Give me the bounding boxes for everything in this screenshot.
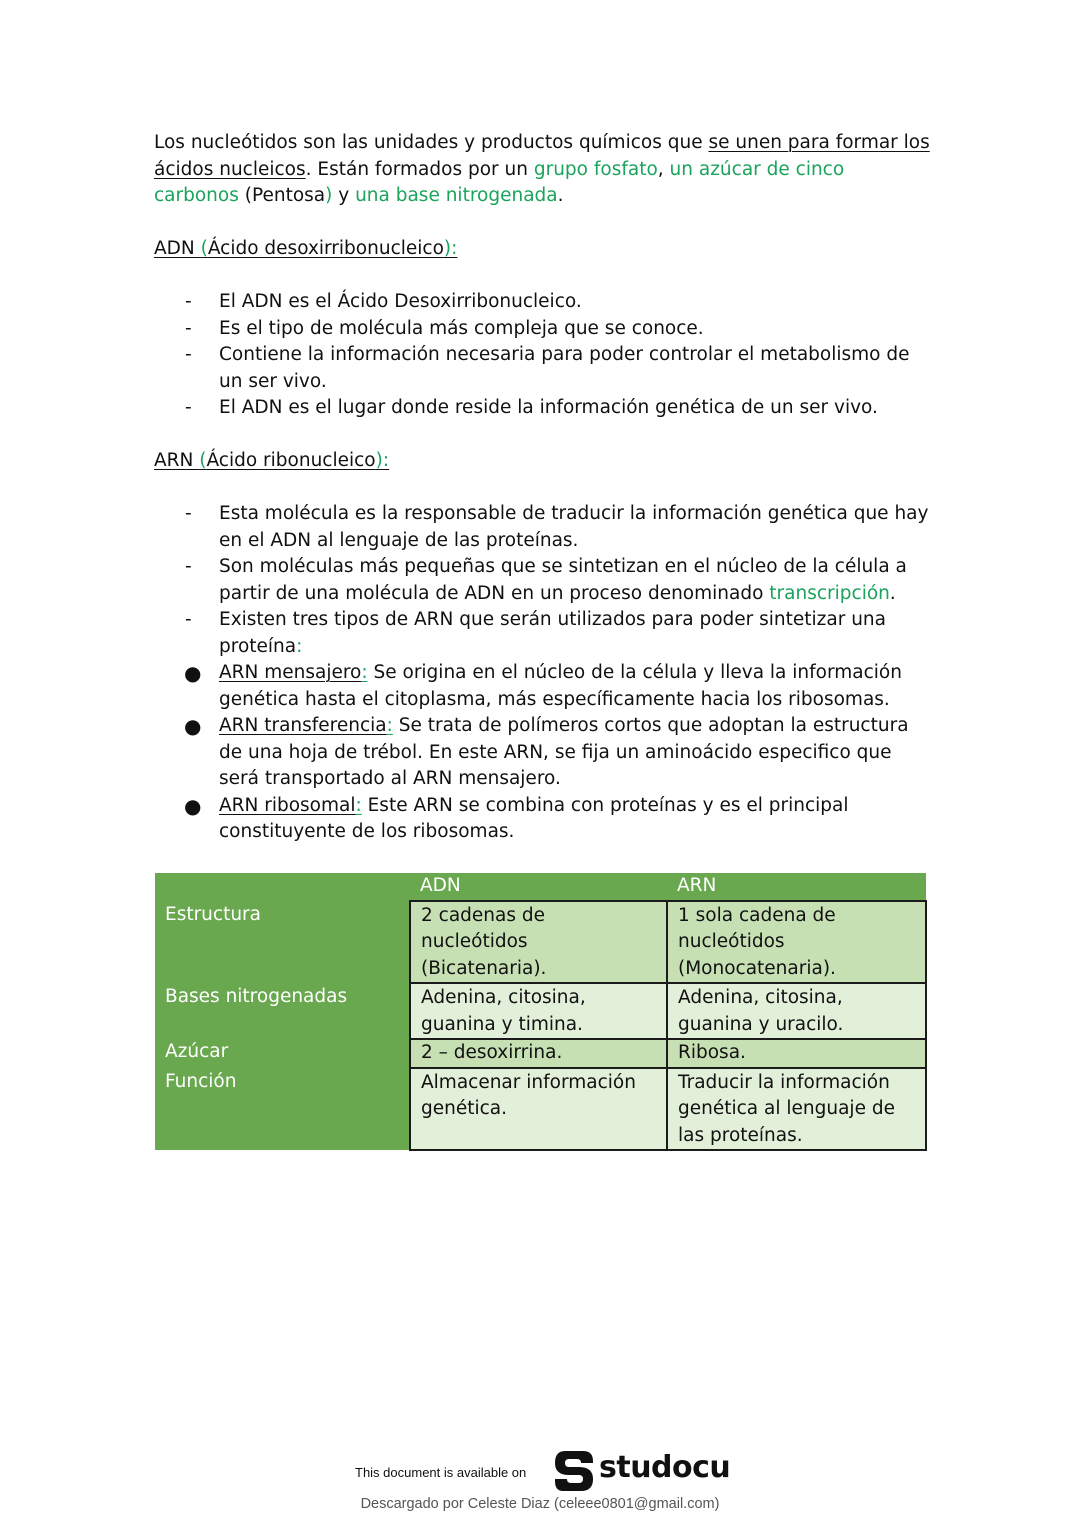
list-item: [154, 395, 934, 422]
downloaded-by-text: Descargado por Celeste Diaz (celeee0801@gmail.com): [360, 1496, 720, 1512]
arn-type-name: ARN transferencia: [219, 715, 387, 736]
intro-text: Los nucleótidos son las unidades y productos químicos que: [154, 132, 709, 153]
list-item-text: Existen tres tipos de ARN que serán utilizados para poder sintetizar una proteína: [219, 609, 886, 657]
arn-list: [154, 501, 934, 846]
list-item: [154, 289, 934, 316]
table-header-cell: ADN: [410, 873, 667, 901]
arn-type-text: Se origina en el núcleo de la célula y lleva la información genética hasta el citoplasma, más específicamente hacia los ribosomas.: [219, 662, 902, 710]
table-cell: 2 cadenas de nucleótidos (Bicatenaria).: [410, 901, 667, 984]
dash-mark: -: [185, 503, 192, 524]
dash-mark: -: [185, 556, 192, 577]
table-row-header: Azúcar: [155, 1039, 410, 1068]
green-colon: :: [296, 635, 303, 657]
heading-paren: (: [200, 238, 208, 259]
intro-text: .: [557, 185, 564, 206]
list-item-text: El ADN es el lugar donde reside la información genética de un ser vivo.: [219, 397, 878, 418]
intro-text: . Están formados por un: [305, 158, 534, 180]
list-item-text: Contiene la información necesaria para poder controlar el metabolismo de un ser vivo.: [219, 344, 910, 392]
list-item-text: El ADN es el Ácido Desoxirribonucleico.: [219, 291, 582, 312]
table-row: [155, 1068, 926, 1151]
term-grupo-fosfato: grupo fosfato: [533, 158, 658, 180]
dash-mark: -: [185, 291, 192, 312]
list-item: [154, 660, 934, 713]
intro-paren: ): [325, 185, 333, 206]
list-item: [154, 607, 934, 660]
term-azucar: un azúcar de cinco carbonos: [154, 158, 845, 206]
list-item: [154, 342, 934, 395]
intro-text: y: [332, 185, 356, 206]
studocu-banner[interactable]: [0, 1447, 1080, 1495]
studocu-wordmark: studocu: [599, 1450, 731, 1485]
list-item: [154, 713, 934, 793]
table-cell: 1 sola cadena de nucleótidos (Monocatenaria).: [667, 901, 926, 984]
list-item-text: .: [889, 582, 896, 604]
intro-text: (: [238, 185, 252, 206]
arn-type-text: Este ARN se combina con proteínas y es el principal constituyente de los ribosomas.: [219, 794, 849, 842]
intro-underlined: se unen para formar los ácidos nucleicos: [154, 132, 930, 180]
list-item: [154, 316, 934, 343]
table-row-header: Estructura: [155, 901, 410, 984]
arn-type-name: ARN mensajero: [219, 662, 362, 683]
table-cell: Adenina, citosina, guanina y uracilo.: [667, 983, 926, 1039]
table-cell: Almacenar información genética.: [410, 1068, 667, 1151]
dash-mark: -: [185, 609, 192, 630]
heading-adn: [154, 236, 934, 263]
heading-paren: ):: [443, 238, 458, 259]
heading-arn-abbr: ARN: [154, 450, 200, 471]
table-cell: Ribosa.: [667, 1039, 926, 1068]
bullet-mark: ●: [184, 793, 202, 818]
table-row: [155, 901, 926, 984]
heading-adn-abbr: ADN: [154, 238, 201, 259]
table-header-cell: ARN: [667, 873, 926, 901]
intro-text: Pentosa: [251, 185, 326, 206]
term-base-nitrogenada: una base nitrogenada: [355, 185, 558, 206]
heading-arn-full: Ácido ribonucleico: [206, 450, 376, 471]
arn-type-text: Se trata de polímeros cortos que adoptan la estructura de una hoja de trébol. En este ARN, se fija un aminoácido especifico que será transportado al ARN mensajero.: [219, 715, 909, 789]
green-colon: :: [361, 662, 368, 683]
intro-paragraph: [154, 130, 934, 210]
adn-list: [154, 289, 934, 422]
bullet-mark: ●: [184, 661, 202, 685]
table-row-header: Función: [155, 1068, 410, 1151]
dash-mark: -: [185, 397, 192, 418]
table-header-row: [155, 873, 926, 901]
table-row-header: Bases nitrogenadas: [155, 983, 410, 1039]
dash-mark: -: [185, 344, 192, 365]
table-cell: 2 – desoxirrina.: [410, 1039, 667, 1068]
comparison-table: [155, 873, 926, 1151]
heading-paren: (: [199, 450, 207, 471]
intro-text: ,: [657, 158, 670, 180]
table-row: [155, 983, 926, 1039]
list-item-text: Son moléculas más pequeñas que se sintetizan en el núcleo de la célula a partir de una molécula de ADN en un proceso denominado: [219, 556, 907, 604]
available-text: This document is available on: [355, 1465, 527, 1480]
bullet-mark: ●: [184, 714, 202, 738]
arn-type-name: ARN ribosomal: [219, 794, 356, 816]
list-item-text: Es el tipo de molécula más compleja que se conoce.: [219, 317, 704, 339]
green-colon: :: [355, 794, 362, 816]
heading-adn-full: Ácido desoxirribonucleico: [207, 238, 444, 259]
studocu-logo-icon: [553, 1449, 595, 1493]
green-colon: :: [386, 715, 393, 736]
table-cell: Traducir la información genética al lenguaje de las proteínas.: [667, 1068, 926, 1151]
list-item-text: Esta molécula es la responsable de traducir la información genética que hay en el ADN al lenguaje de las proteínas.: [219, 503, 929, 551]
table-cell: Adenina, citosina, guanina y timina.: [410, 983, 667, 1039]
list-item: [154, 554, 934, 607]
list-item: [154, 793, 934, 846]
heading-arn: [154, 448, 934, 475]
term-transcripcion: transcripción: [769, 582, 890, 604]
heading-paren: ):: [375, 450, 390, 471]
list-item: [154, 501, 934, 554]
table-header-cell: [155, 873, 410, 901]
table-row: [155, 1039, 926, 1068]
document-page: [154, 130, 934, 846]
dash-mark: -: [185, 317, 192, 339]
